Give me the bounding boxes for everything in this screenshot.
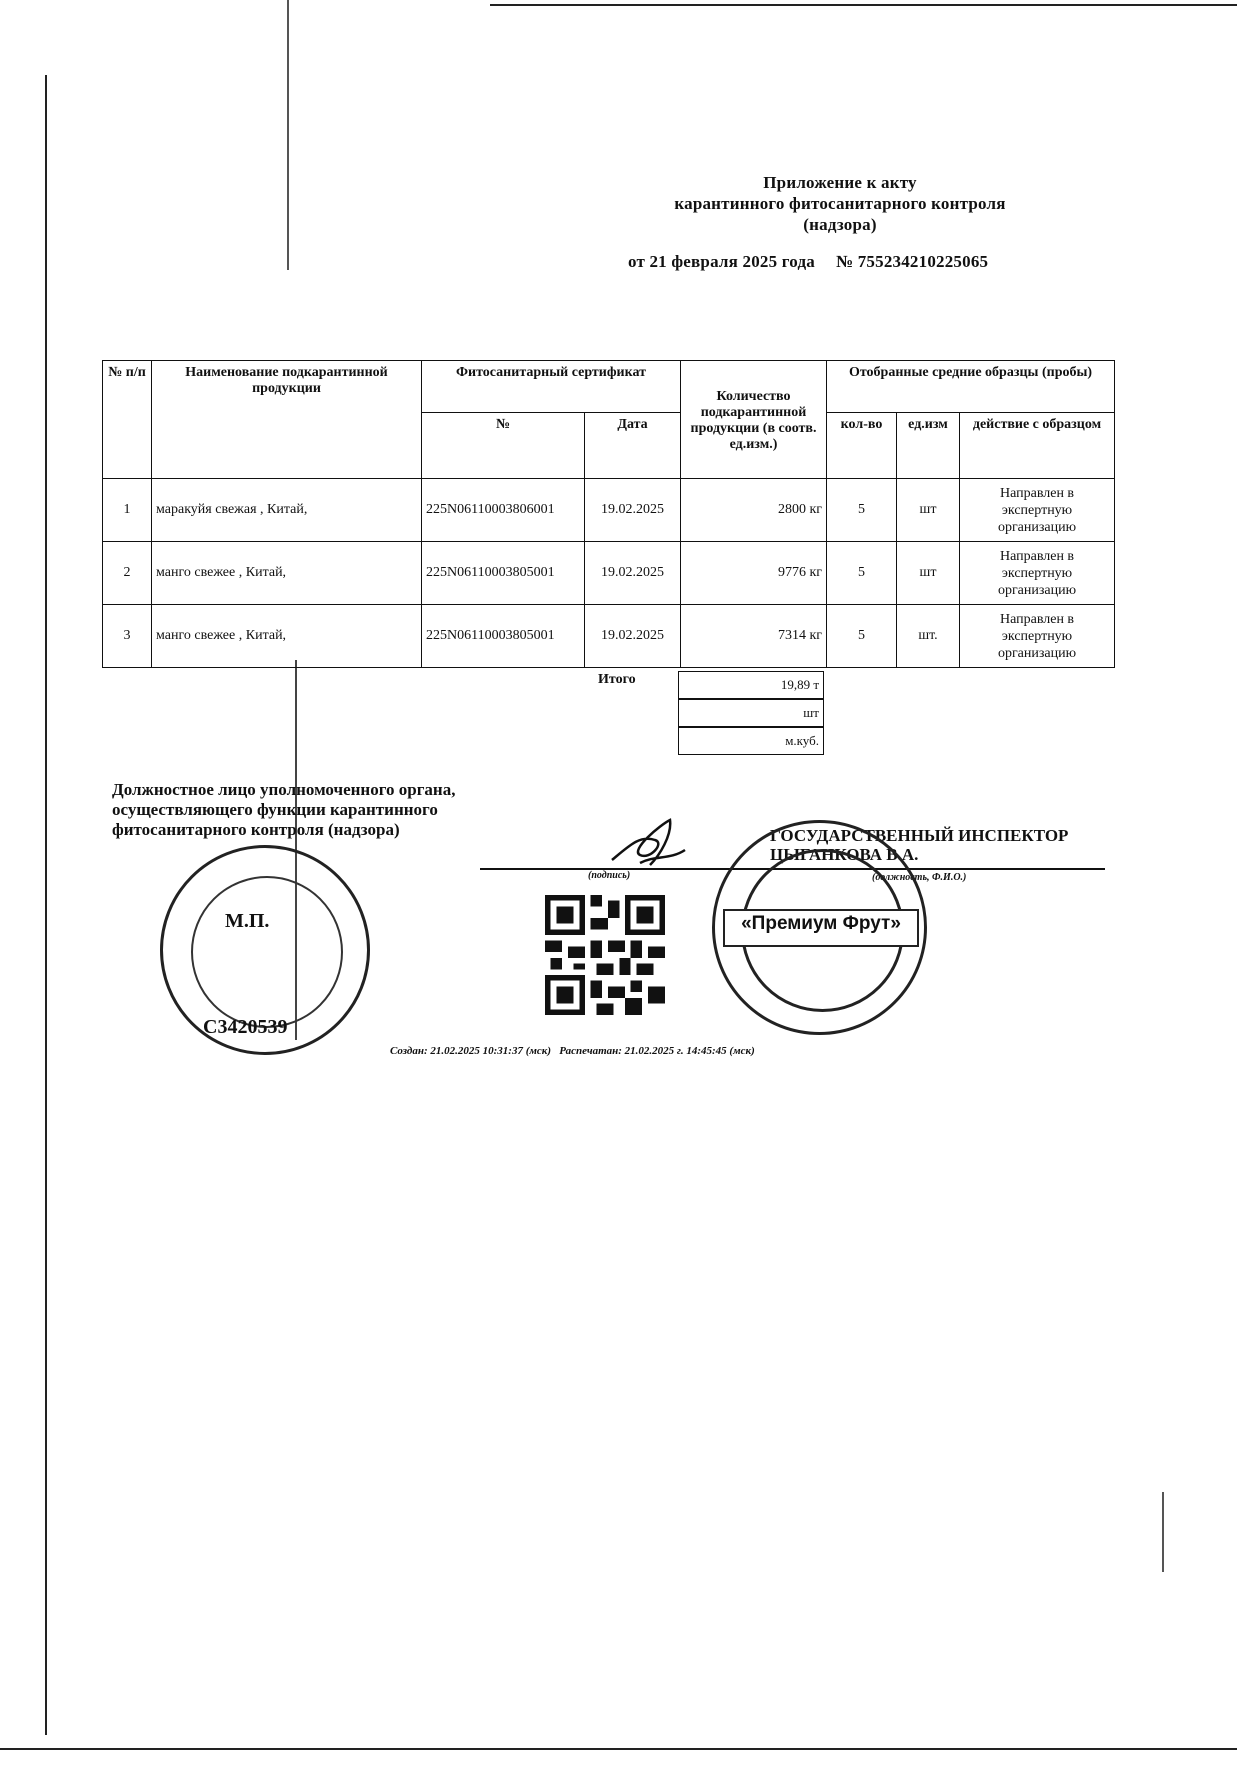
scan-line-left [45, 75, 47, 1735]
appendix-header [640, 172, 1040, 235]
signature-caption: (подпись) [588, 870, 631, 881]
stamp-right-center: «Премиум Фрут» [741, 913, 901, 934]
table-row [103, 542, 1115, 605]
total-tons: 19,89 т [678, 671, 824, 699]
row-qty: 9776 кг [681, 542, 827, 605]
company-stamp-right [712, 820, 927, 1035]
row-name: маракуйя свежая , Китай, [152, 479, 422, 542]
row-cert-no: 225N06110003805001 [422, 542, 585, 605]
official-line1: Должностное лицо уполномоченного органа, [112, 780, 456, 799]
col-samples-action-header: действие с образцом [960, 413, 1115, 479]
qr-code [545, 895, 665, 1015]
col-cert-header: Фитосанитарный сертификат [422, 361, 681, 413]
scan-line-bottom [0, 1748, 1237, 1750]
col-samples-header: Отобранные средние образцы (пробы) [827, 361, 1115, 413]
total-label: Итого [598, 672, 636, 687]
row-name: манго свежее , Китай, [152, 542, 422, 605]
header-line2: карантинного фитосанитарного контроля [674, 194, 1006, 213]
header-line1: Приложение к акту [763, 173, 917, 192]
row-sample-action: Направлен в экспертную организацию [960, 605, 1115, 668]
col-cert-date-header: Дата [585, 413, 681, 479]
table-row [103, 479, 1115, 542]
row-sample-unit: шт [897, 542, 960, 605]
col-name-header: Наименование подкарантинной продукции [152, 361, 422, 479]
handwritten-signature [600, 815, 690, 875]
row-cert-date: 19.02.2025 [585, 605, 681, 668]
row-sample-qty: 5 [827, 542, 897, 605]
col-num-header: № п/п [103, 361, 152, 479]
row-cert-no: 225N06110003806001 [422, 479, 585, 542]
official-stamp-left [160, 845, 370, 1055]
row-sample-action: Направлен в экспертную организацию [960, 479, 1115, 542]
act-number: № 755234210225065 [836, 252, 989, 271]
row-sample-qty: 5 [827, 605, 897, 668]
row-cert-date: 19.02.2025 [585, 479, 681, 542]
official-label [112, 780, 455, 840]
row-num: 1 [103, 479, 152, 542]
row-qty: 2800 кг [681, 479, 827, 542]
scan-line-top [490, 4, 1237, 6]
row-qty: 7314 кг [681, 605, 827, 668]
stamp-left-center: М.П. [225, 910, 270, 932]
row-sample-unit: шт. [897, 605, 960, 668]
act-date: от 21 февраля 2025 года [628, 252, 815, 271]
footer-timestamps [390, 1045, 755, 1057]
total-pcs: шт [678, 699, 824, 727]
official-line2: осуществляющего функции карантинного [112, 800, 438, 819]
row-cert-no: 225N06110003805001 [422, 605, 585, 668]
col-samples-qty-header: кол-во [827, 413, 897, 479]
row-cert-date: 19.02.2025 [585, 542, 681, 605]
total-m3: м.куб. [678, 727, 824, 755]
position-line2: ЦЫГАНКОВА В.А. [770, 845, 919, 864]
printed-timestamp: Распечатан: 21.02.2025 г. 14:45:45 (мск) [559, 1045, 755, 1057]
created-timestamp: Создан: 21.02.2025 10:31:37 (мск) [390, 1045, 552, 1057]
scan-line-right [1162, 1492, 1164, 1572]
col-cert-no-header: № [422, 413, 585, 479]
official-line3: фитосанитарного контроля (надзора) [112, 820, 400, 839]
row-num: 2 [103, 542, 152, 605]
row-num: 3 [103, 605, 152, 668]
scan-line-center [287, 0, 289, 270]
stamp-left-inner-ring [191, 876, 343, 1028]
row-sample-qty: 5 [827, 479, 897, 542]
products-table [102, 360, 1115, 668]
table-row [103, 605, 1115, 668]
position-line1: ГОСУДАРСТВЕННЫЙ ИНСПЕКТОР [770, 826, 1069, 845]
row-sample-action: Направлен в экспертную организацию [960, 542, 1115, 605]
row-sample-unit: шт [897, 479, 960, 542]
row-name: манго свежее , Китай, [152, 605, 422, 668]
position-caption: (должность, Ф.И.О.) [872, 872, 967, 883]
col-qty-header: Количество подкарантинной продукции (в соотв. ед.изм.) [681, 361, 827, 479]
stamp-left-code: C3420539 [203, 1016, 288, 1038]
col-samples-unit-header: ед.изм [897, 413, 960, 479]
header-line3: (надзора) [803, 215, 877, 234]
